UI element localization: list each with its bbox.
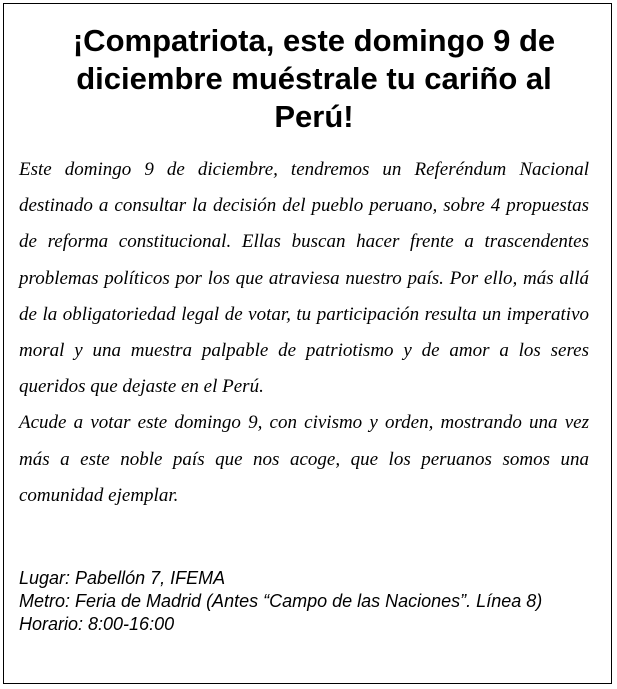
location-line: Lugar: Pabellón 7, IFEMA xyxy=(19,568,226,588)
body-paragraph: Este domingo 9 de diciembre, tendremos un Referéndum Nacional destinado a consultar la decisión del pueblo peruano, sobre 4 propuestas de reforma constitucional. Ellas buscan hacer frente a trascendentes problemas políticos por los que atraviesa nuestro país. Por ello, más allá de la obligatoriedad legal de votar, tu participación resulta un imperativo moral y una muestra palpable de patriotismo y de amor a los seres queridos que dejaste en el Perú. xyxy=(19,159,589,398)
flyer-frame xyxy=(3,3,612,684)
schedule-line: Horario: 8:00-16:00 xyxy=(19,614,175,634)
flyer-title: ¡Compatriota, este domingo 9 de diciembre muéstrale tu cariño al Perú! xyxy=(72,23,556,134)
metro-line: Metro: Feria de Madrid (Antes “Campo de las Naciones”. Línea 8) xyxy=(19,591,543,611)
event-info xyxy=(19,567,591,636)
flyer-body xyxy=(19,152,589,514)
body-paragraph: Acude a votar este domingo 9, con civismo y orden, mostrando una vez más a este noble país que nos acoge, que los peruanos somos una comunidad ejemplar. xyxy=(19,412,589,506)
